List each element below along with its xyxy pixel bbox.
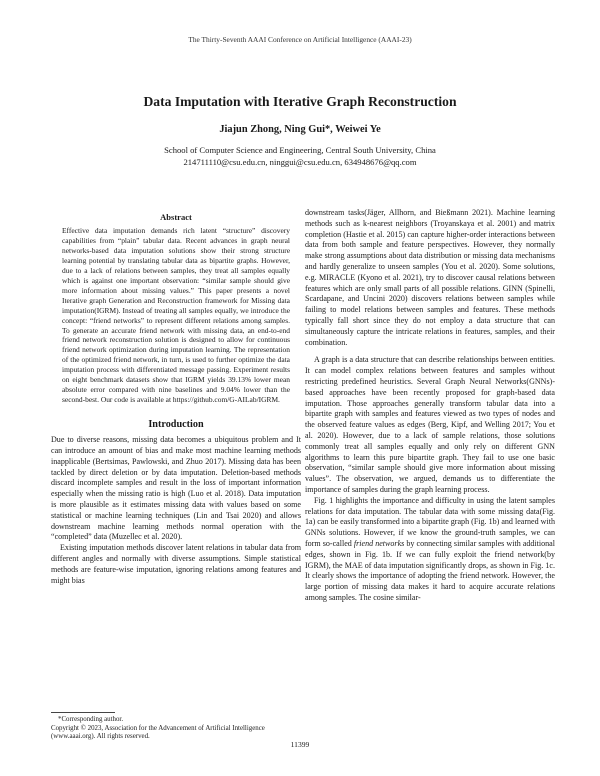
friend-networks-term: friend networks [353,538,405,548]
introduction-paragraph-1: Due to diverse reasons, missing data becomes a ubiquitous problem and It can introduce an amount of bias and make most machine learning methods inapplicable (Bertsimas, Pawlowski, and Zhuo 2017). Missing data has been tackled by direct deletion or by data imputation. Deletion-based methods discard incomplete samples and result in the loss of important information especially when the missing ratio is high (Luo et al. 2018). Data imputation is more plausible as it estimates missing data with values based on some statistical or machine learning techniques (Lin and Tsai 2020) and allows downstream machine learning methods normal operation with the “completed” data (Muzellec et al. 2020). [51,435,301,542]
paper-authors: Jiajun Zhong, Ning Gui*, Weiwei Ye [219,124,381,135]
corresponding-author-note: *Corresponding author. [58,716,124,723]
introduction-heading: Introduction [148,419,204,431]
author-emails: 214711110@csu.edu.cn, ninggui@csu.edu.cn, 634948676@qq.com [183,157,417,167]
right-column [305,208,555,604]
abstract-heading: Abstract [160,212,192,222]
page-number: 11399 [290,740,310,749]
right-paragraph-3-end: by connecting similar samples with additional edges, shown in Fig. 1b. If we can fully exploit the friend network(by IGRM), the MAE of data imputation significantly drops, as shown in Fig. 1c. It clearly shows the importance of adopting the friend network. However, the large portion of missing data makes it hard to acquire accurate relations among samples. The cosine similar- [305,538,555,602]
author-affiliation: School of Computer Science and Engineering, Central South University, China [164,145,436,155]
footnote-divider [51,712,115,713]
right-paragraph-3-start: Fig. 1 highlights the importance and difficulty in using the latent samples relations for data imputation. The tabular data with some missing data(Fig. 1a) can be easily transformed into a bipartite graph (Fig. 1b) and learned with GNNs solutions. However, if we know the ground-truth samples, we can form so-called [305,495,555,548]
introduction-paragraph-2: Existing imputation methods discover latent relations in tabular data from different angles and normally with diverse assumptions. Simple statistical methods are feature-wise imputation, ignoring relations among features and might bias [51,543,301,585]
conference-header: The Thirty-Seventh AAAI Conference on Artificial Intelligence (AAAI-23) [188,35,412,44]
right-paragraph-3 [305,496,555,604]
copyright-note: Copyright © 2023, Association for the Advancement of Artificial Intelligence (www.aaai.org). All rights reserved. [51,724,265,741]
right-paragraph-1: downstream tasks(Jäger, Allhorn, and Bießmann 2021). Machine learning methods such as k-nearest neighbors (Troyanskaya et al. 2001) and matrix completion (Hastie et al. 2015) can capture higher-order interactions between data from both sample and feature perspectives. However, they normally make strong assumptions about data distribution or missing data mechanisms and hardly generalize to unseen samples (You et al. 2020). Some solutions, e.g. MIRACLE (Kyono et al. 2021), try to discover causal relations between features which are only small parts of all possible relations. GINN (Spinelli, Scardapane, and Uncini 2020) discovers relations between samples while failing to model relations between samples and features. These methods typically fall short since they do not employ a data structure that can simultaneously capture the intricate relations in features, samples, and their combination. [305,208,555,347]
right-paragraph-2: A graph is a data structure that can describe relationships between entities. It can model complex relations between features and samples without restricting predefined heuristics. Several Graph Neural Networks(GNNs)-based approaches have been recently proposed for graph-based data imputation. Those approaches generally transform tabular data into a bipartite graph with samples and features viewed as two types of nodes and the observed feature values as edges (Berg, Kipf, and Welling 2017; You et al. 2020). However, due to a lack of sample relations, those solutions commonly treat all samples equally and only rely on different GNN algorithms to learn this pure bipartite graph. They fail to use one basic observation, “similar sample should give more information about missing values”. The observation, we argued, demands us to differentiate the importance of samples during the graph learning process. [305,355,555,494]
abstract-text: Effective data imputation demands rich latent “structure” discovery capabilities from “plain” tabular data. Recent advances in graph neural networks-based data imputation solutions show their strong structure learning potential by translating tabular data as bipartite graphs. However, due to a lack of relations between samples, they treat all samples equally which is against one important observation: “similar sample should give more information about missing values.” This paper presents a novel Iterative graph Generation and Reconstruction framework for Missing data imputation(IGRM). Instead of treating all samples equally, we introduce the concept: “friend networks” to represent different relations among samples. To generate an accurate friend network with missing data, an end-to-end friend network reconstruction solution is designed to allow for continuous friend network optimization during imputation learning. The representation of the optimized friend network, in turn, is used to further optimize the data imputation process with differentiated message passing. Experiment results on eight benchmark datasets show that IGRM yields 39.13% lower mean absolute error compared with nine baselines and 9.04% lower than the second-best. Our code is available at https://github.com/G-AILab/IGRM. [62,226,290,405]
paper-title: Data Imputation with Iterative Graph Reconstruction [143,94,457,109]
footnotes [51,716,301,742]
left-column [51,212,301,586]
